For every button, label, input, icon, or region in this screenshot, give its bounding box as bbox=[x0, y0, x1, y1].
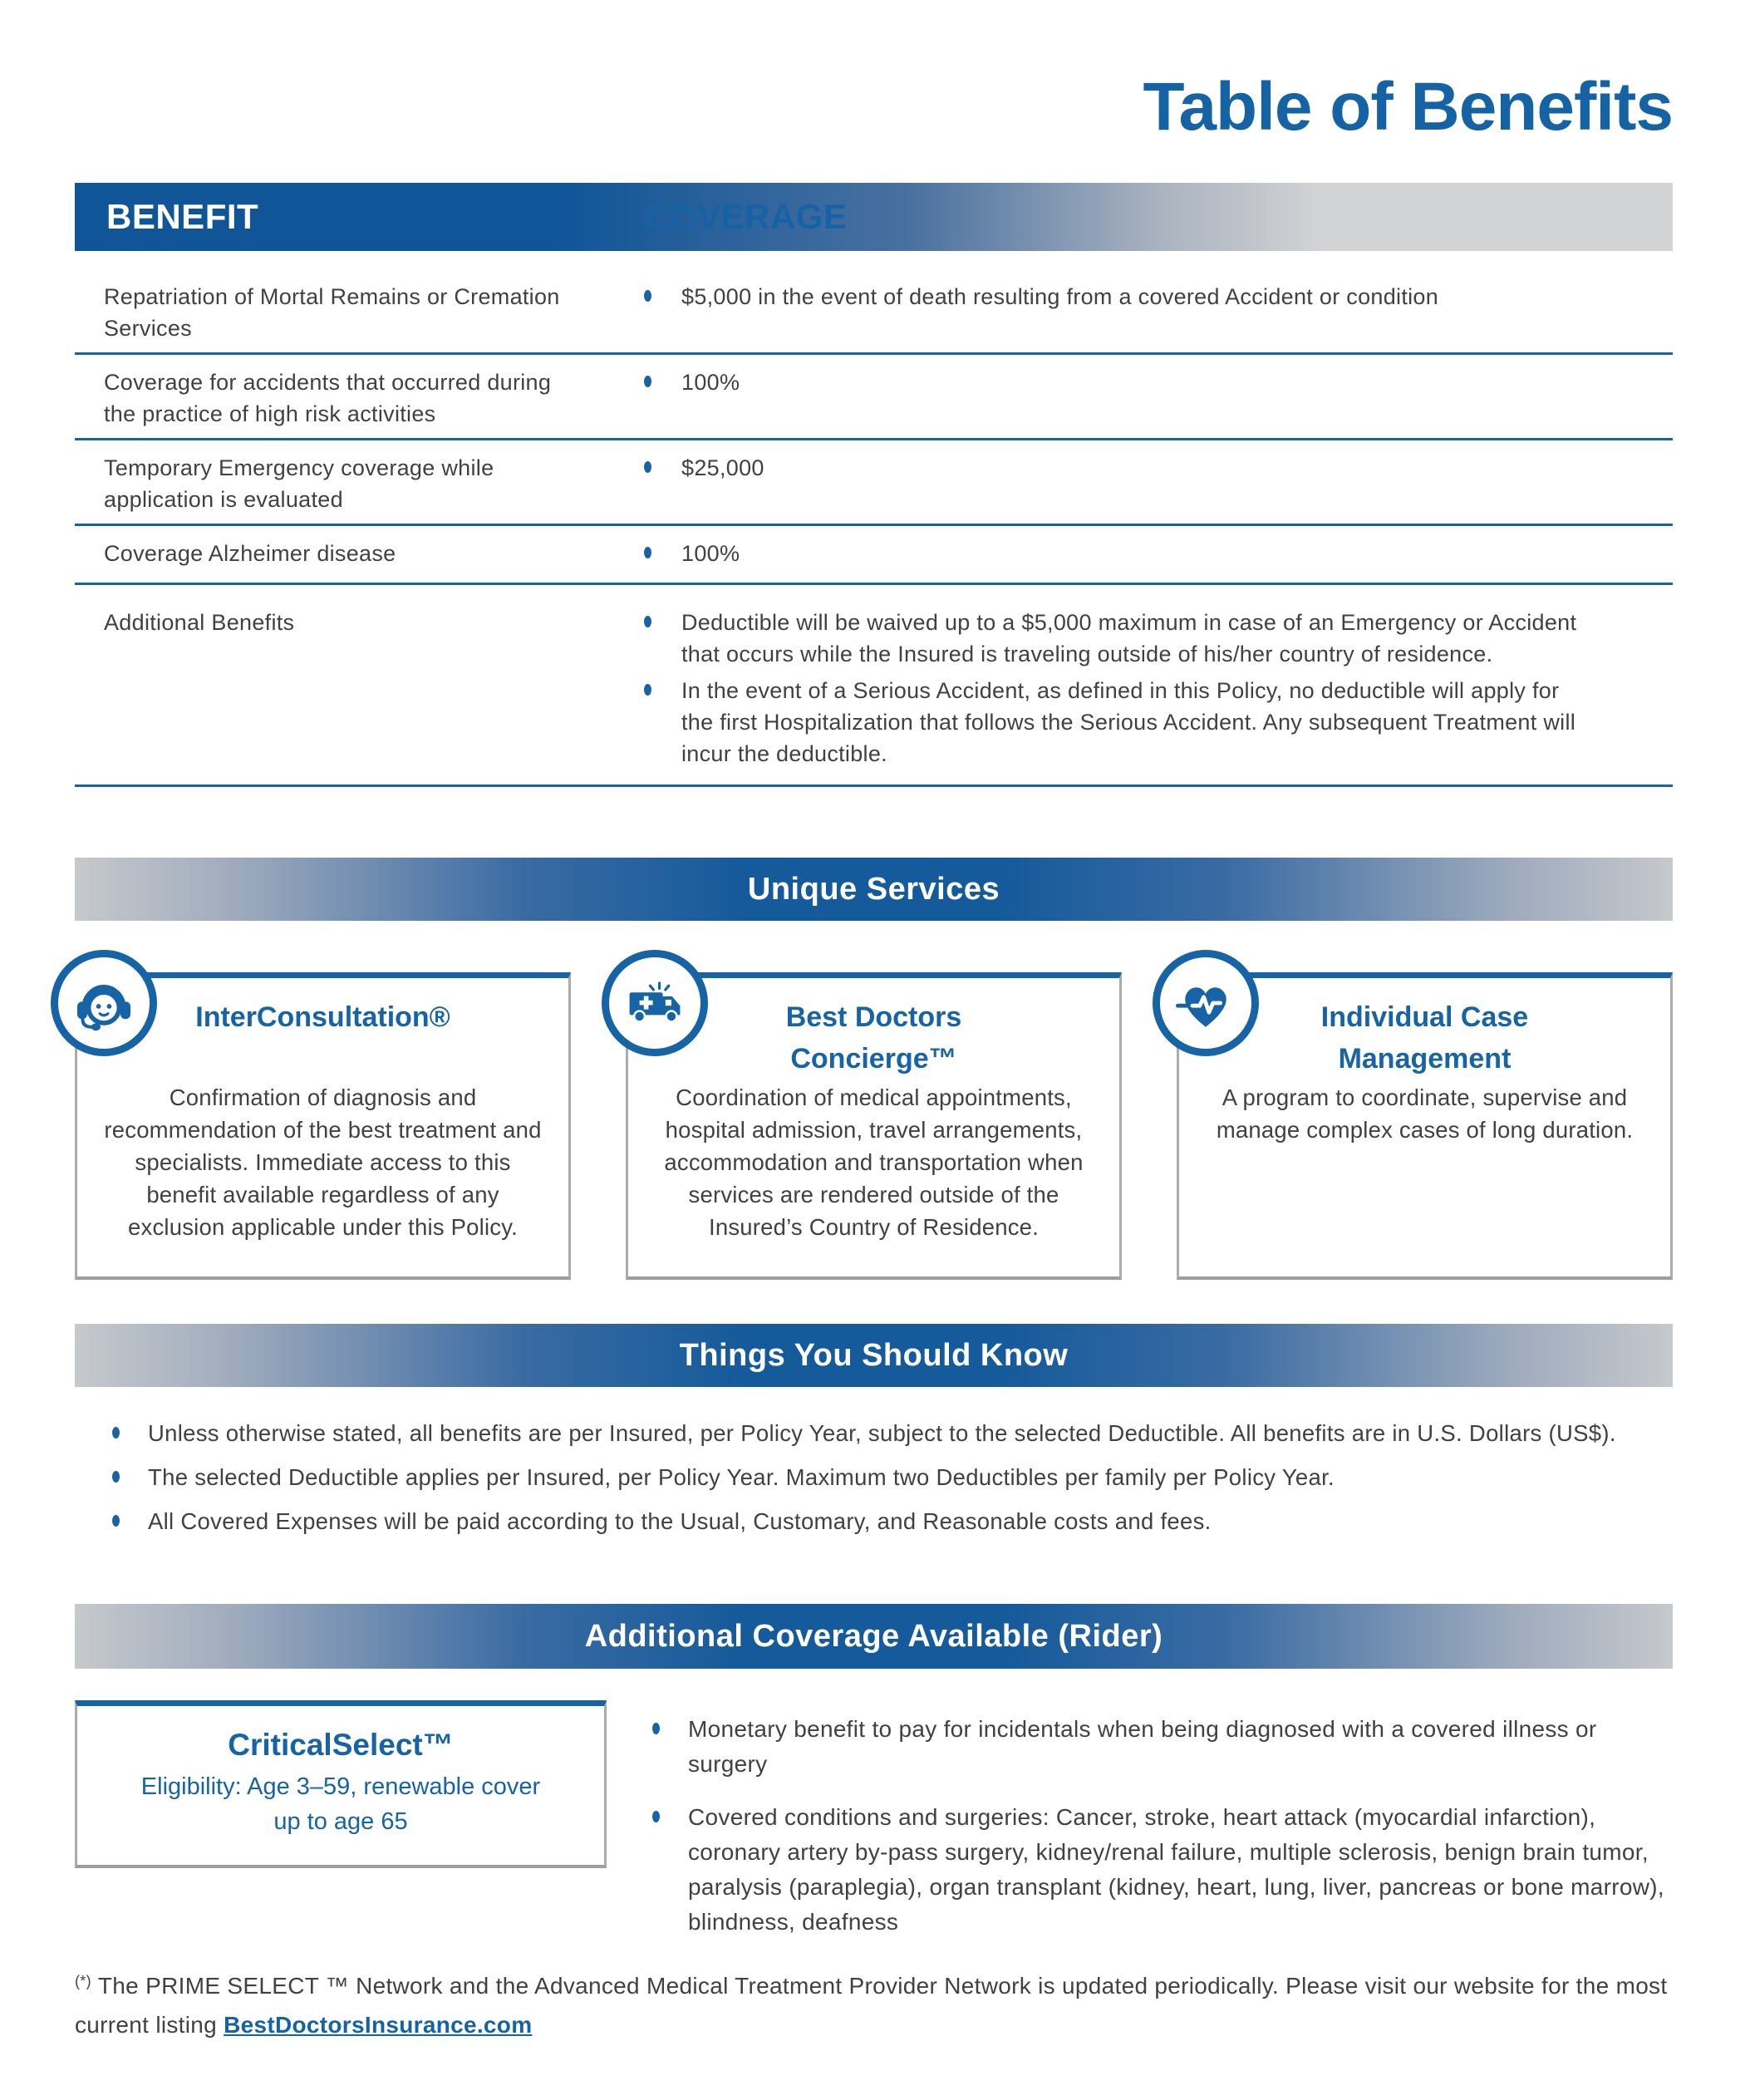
benefits-table-header bbox=[75, 183, 1673, 251]
bullet-icon bbox=[112, 1427, 120, 1439]
coverage-item bbox=[644, 675, 1591, 770]
coverage-item bbox=[644, 452, 1591, 484]
benefit-cell: Coverage for accidents that occurred during the practice of high risk activities bbox=[104, 370, 552, 426]
things-you-should-know-list bbox=[112, 1417, 1673, 1549]
rider-name: CriticalSelect™ bbox=[228, 1728, 454, 1762]
bullet-icon bbox=[112, 1471, 120, 1483]
list-item bbox=[652, 1800, 1673, 1940]
benefit-cell: Repatriation of Mortal Remains or Cremation Services bbox=[104, 284, 560, 341]
coverage-text: Deductible will be waived up to a $5,000 maximum in case of an Emergency or Accident that occurs while the Insured is traveling outside of his/her country of residence. bbox=[681, 610, 1577, 666]
bullet-icon bbox=[644, 616, 651, 627]
coverage-cell bbox=[644, 607, 1591, 775]
section-title: Unique Services bbox=[747, 871, 1000, 907]
service-description: A program to coordinate, supervise and manage complex cases of long duration. bbox=[1216, 1084, 1634, 1143]
unique-services-cards bbox=[75, 972, 1673, 1280]
coverage-item bbox=[644, 538, 1591, 569]
rider-benefits-list bbox=[652, 1712, 1673, 1958]
additional-coverage-header bbox=[75, 1604, 1673, 1669]
list-item bbox=[652, 1712, 1673, 1782]
ambulance-icon bbox=[602, 950, 708, 1056]
benefit-cell: Temporary Emergency coverage while application is evaluated bbox=[104, 455, 494, 512]
footnote-marker: (*) bbox=[75, 1973, 91, 1989]
service-card-interconsultation bbox=[75, 972, 571, 1280]
coverage-item bbox=[644, 366, 1591, 398]
bullet-icon bbox=[644, 684, 651, 696]
table-row bbox=[75, 440, 1673, 526]
coverage-text: $25,000 bbox=[681, 455, 764, 480]
coverage-item bbox=[644, 607, 1591, 670]
service-title: InterConsultation® bbox=[195, 1001, 450, 1033]
column-header-coverage: COVERAGE bbox=[644, 197, 848, 236]
column-header-benefit: BENEFIT bbox=[106, 197, 259, 236]
coverage-cell bbox=[644, 452, 1591, 515]
headset-agent-icon bbox=[51, 950, 157, 1056]
benefits-table bbox=[75, 183, 1673, 787]
table-row bbox=[75, 251, 1673, 355]
coverage-text: In the event of a Serious Accident, as defined in this Policy, no deductible will apply for the first Hospitalization that follows the Serious Accident. Any subsequent Treatment will incur the deductible. bbox=[681, 678, 1576, 766]
list-item-text: Covered conditions and surgeries: Cancer, stroke, heart attack (myocardial infarction), coronary artery by-pass surgery, kidney/renal failure, multiple sclerosis, benign brain tumor, paralysis (paraplegia), organ transplant (kidney, heart, lung, liver, pancreas or bone marrow), blindness, deafness bbox=[688, 1804, 1664, 1935]
table-row bbox=[75, 355, 1673, 440]
coverage-cell bbox=[644, 538, 1591, 574]
coverage-text: 100% bbox=[681, 370, 740, 395]
list-item bbox=[112, 1505, 1673, 1538]
table-row bbox=[75, 526, 1673, 585]
coverage-text: 100% bbox=[681, 541, 740, 566]
service-title: Best Doctors Concierge™ bbox=[785, 1001, 962, 1075]
bullet-icon bbox=[644, 290, 651, 302]
section-title: Additional Coverage Available (Rider) bbox=[584, 1618, 1163, 1654]
bullet-icon bbox=[652, 1723, 660, 1734]
benefit-cell: Additional Benefits bbox=[104, 610, 295, 635]
list-item-text: All Covered Expenses will be paid according to the Usual, Customary, and Reasonable costs and fees. bbox=[148, 1508, 1212, 1534]
coverage-cell bbox=[644, 366, 1591, 430]
bullet-icon bbox=[652, 1811, 660, 1822]
coverage-cell bbox=[644, 281, 1591, 344]
service-card-concierge bbox=[626, 972, 1122, 1280]
service-description: Coordination of medical appointments, hospital admission, travel arrangements, accommodation and transportation when services are rendered outside of the Insured’s Country of Residence. bbox=[664, 1084, 1084, 1240]
list-item bbox=[112, 1417, 1673, 1450]
bullet-icon bbox=[644, 461, 651, 473]
website-link[interactable]: BestDoctorsInsurance.com bbox=[224, 2012, 533, 2038]
page-title: Table of Benefits bbox=[1143, 69, 1673, 145]
section-title: Things You Should Know bbox=[679, 1337, 1069, 1373]
things-you-should-know-header bbox=[75, 1324, 1673, 1387]
heart-pulse-icon bbox=[1153, 950, 1259, 1056]
critical-select-card bbox=[75, 1700, 607, 1868]
service-card-case-management bbox=[1177, 972, 1673, 1280]
list-item-text: The selected Deductible applies per Insured, per Policy Year. Maximum two Deductibles per family per Policy Year. bbox=[148, 1464, 1335, 1490]
list-item bbox=[112, 1461, 1673, 1494]
table-row bbox=[75, 585, 1673, 787]
unique-services-header bbox=[75, 858, 1673, 921]
bullet-icon bbox=[112, 1515, 120, 1527]
service-title: Individual Case Management bbox=[1320, 1001, 1529, 1075]
list-item-text: Unless otherwise stated, all benefits are per Insured, per Policy Year, subject to the selected Deductible. All benefits are in U.S. Dollars (US$). bbox=[148, 1420, 1616, 1446]
benefit-cell: Coverage Alzheimer disease bbox=[104, 541, 396, 566]
bullet-icon bbox=[644, 547, 651, 558]
bullet-icon bbox=[644, 376, 651, 387]
list-item-text: Monetary benefit to pay for incidentals when being diagnosed with a covered illness or surgery bbox=[688, 1716, 1597, 1777]
coverage-item bbox=[644, 281, 1591, 312]
service-description: Confirmation of diagnosis and recommendation of the best treatment and specialists. Immediate access to this benefit available regardless of any exclusion applicable under this Policy. bbox=[104, 1084, 542, 1240]
footnote-text: The PRIME SELECT ™ Network and the Advanced Medical Treatment Provider Network is updated periodically. Please visit our website for the most current listing bbox=[75, 1973, 1668, 2038]
footnote bbox=[75, 1968, 1673, 2043]
rider-eligibility: Eligibility: Age 3–59, renewable cover up to age 65 bbox=[140, 1773, 541, 1835]
coverage-text: $5,000 in the event of death resulting from a covered Accident or condition bbox=[681, 284, 1439, 309]
